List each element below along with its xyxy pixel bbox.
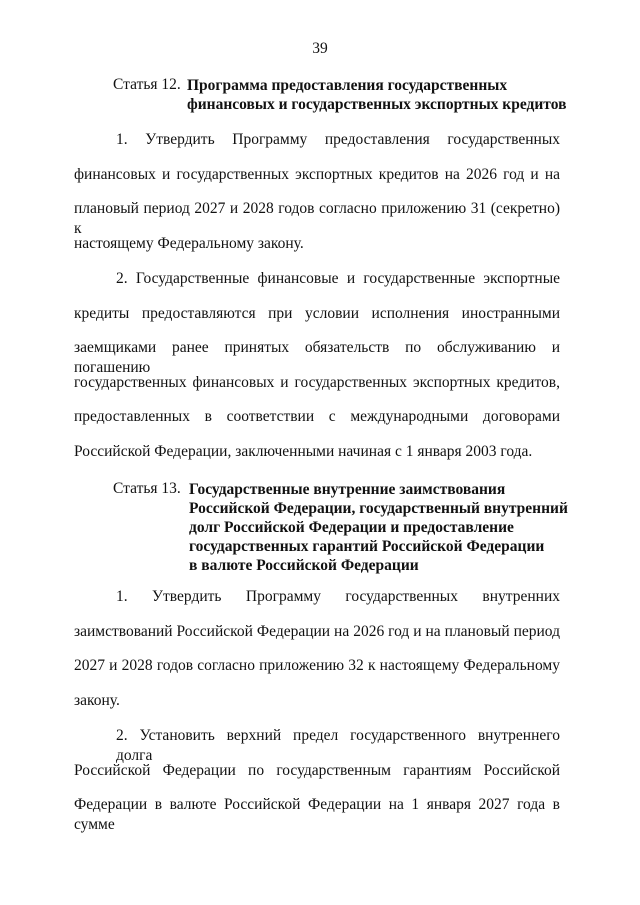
article-13-title-line: Российской Федерации, государственный внутренний (189, 500, 568, 517)
article-13-paragraph-2 (74, 726, 560, 833)
paragraph-line: настоящему Федеральному закону. (74, 234, 304, 252)
article-13-paragraph-1 (74, 587, 560, 725)
article-13-title (189, 480, 568, 575)
paragraph-line: кредиты предоставляются при условии исполнения иностранными (74, 304, 560, 322)
paragraph-line: 2. Установить верхний предел государственного внутреннего долга (116, 727, 560, 764)
paragraph-line: 2. Государственные финансовые и государственные экспортные (116, 270, 560, 287)
paragraph-line: Российской Федерации, заключенными начиная с 1 января 2003 года. (74, 442, 533, 460)
paragraph-line: 1. Утвердить Программу предоставления государственных (116, 131, 560, 148)
paragraph-line: заимствований Российской Федерации на 2026 год и на плановый период (74, 622, 560, 640)
paragraph-line: заемщиками ранее принятых обязательств по обслуживанию и погашению (74, 339, 560, 376)
paragraph-line: Российской Федерации по государственным гарантиям Российской (74, 761, 560, 779)
article-13-heading (113, 480, 568, 575)
article-12-title (187, 76, 566, 114)
paragraph-line: предоставленных в соответствии с международными договорами (74, 408, 560, 425)
article-12-heading (113, 76, 566, 114)
page-number: 39 (312, 40, 328, 57)
paragraph-line: Федерации в валюте Российской Федерации на 1 января 2027 года в сумме (74, 796, 560, 833)
article-13-title-line: долг Российской Федерации и предоставление (189, 519, 514, 536)
article-13-title-line: Государственные внутренние заимствования (189, 481, 506, 498)
article-13-label: Статья 13. (113, 480, 181, 497)
paragraph-line: 1. Утвердить Программу государственных внутренних (116, 588, 560, 605)
article-12-title-line: Программа предоставления государственных (187, 77, 508, 94)
article-12-paragraph-1 (74, 130, 560, 268)
paragraph-line: закону. (74, 691, 120, 709)
paragraph-line: государственных финансовых и государственных экспортных кредитов, (74, 373, 560, 391)
paragraph-line: 2027 и 2028 годов согласно приложению 32 к настоящему Федеральному (74, 657, 560, 674)
article-12-title-line: финансовых и государственных экспортных кредитов (187, 96, 567, 113)
paragraph-line: финансовых и государственных экспортных кредитов на 2026 год и на (74, 165, 560, 183)
article-13-title-line: государственных гарантий Российской Федерации (189, 538, 545, 555)
article-12-label: Статья 12. (113, 76, 181, 93)
paragraph-line: плановый период 2027 и 2028 годов согласно приложению 31 (секретно) к (74, 200, 560, 237)
article-12-paragraph-2 (74, 269, 560, 476)
article-13-title-line: в валюте Российской Федерации (189, 557, 419, 574)
